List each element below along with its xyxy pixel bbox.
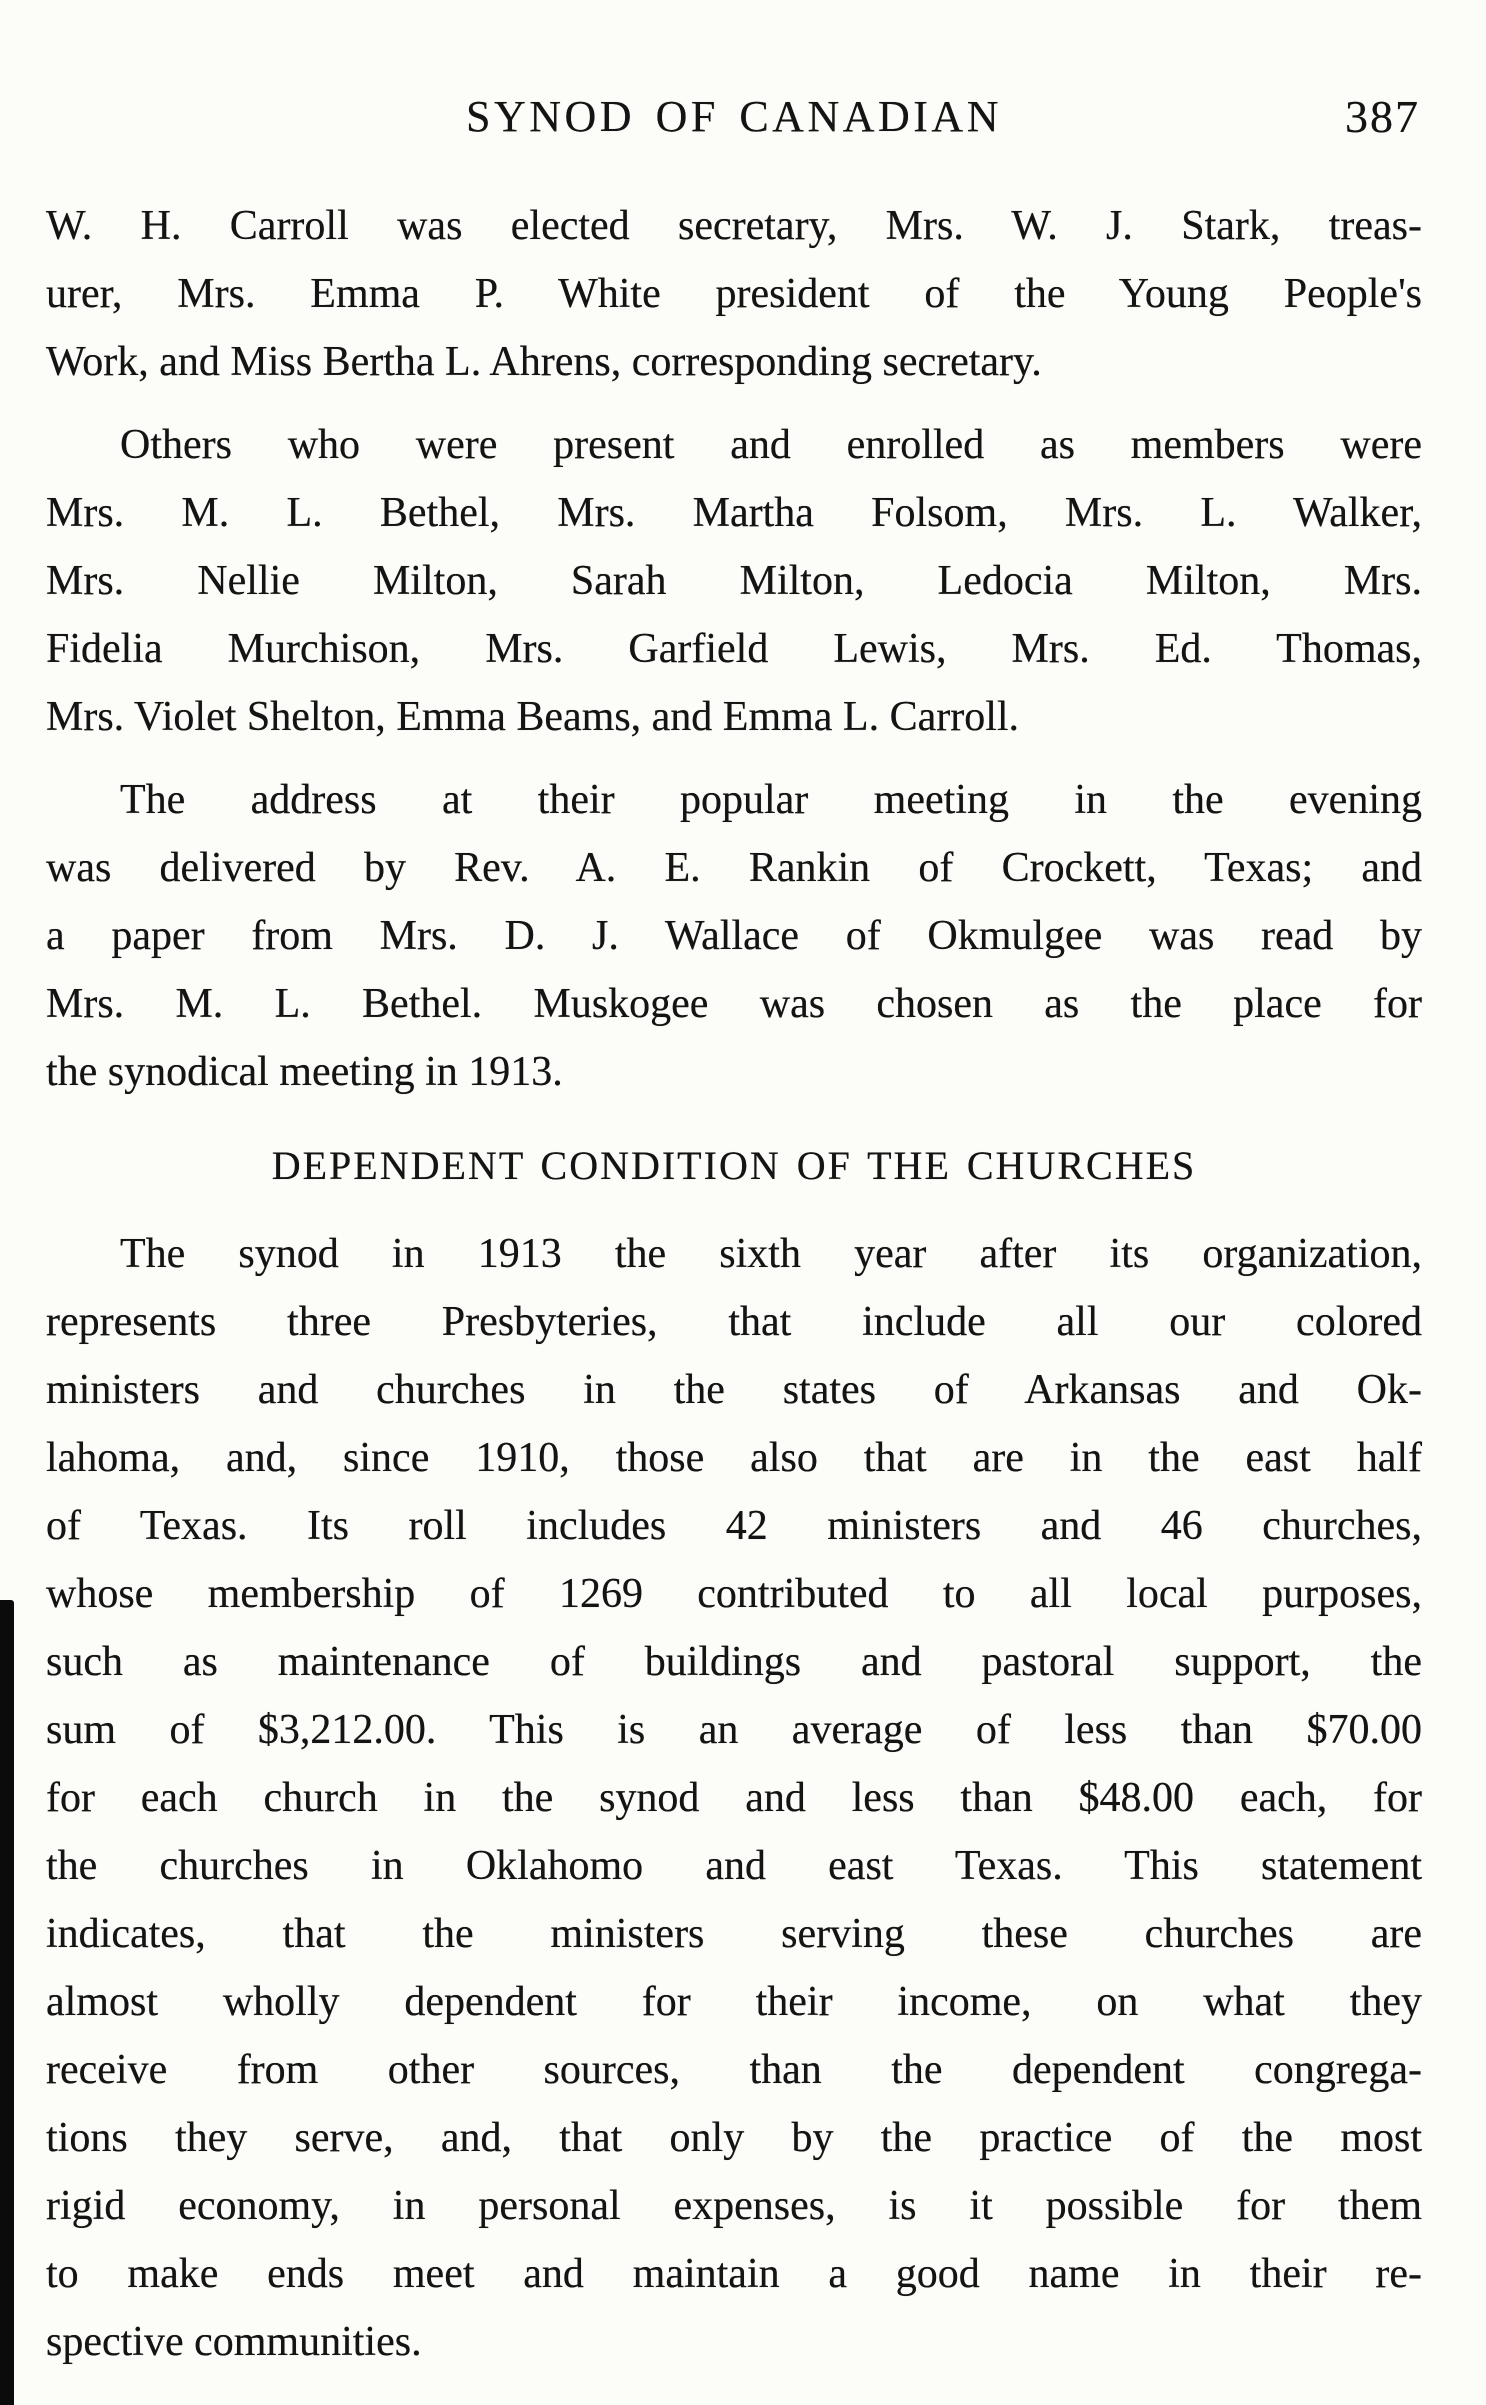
text-line: sum of $3,212.00. This is an average of less than $70.00 <box>46 1707 1422 1753</box>
text-line: such as maintenance of buildings and pastoral support, the <box>46 1639 1422 1685</box>
text-line: Work, and Miss Bertha L. Ahrens, corresponding secretary. <box>46 339 1042 385</box>
text-line: for each church in the synod and less than $48.00 each, for <box>46 1775 1422 1821</box>
text-line: tions they serve, and, that only by the practice of the most <box>46 2115 1422 2161</box>
scan-ink-bar <box>0 1600 14 2405</box>
text-line: spective communities. <box>46 2319 422 2365</box>
text-line: Mrs. M. L. Bethel, Mrs. Martha Folsom, Mrs. L. Walker, <box>46 490 1422 536</box>
text-line: receive from other sources, than the dependent congrega- <box>46 2047 1422 2093</box>
paragraph <box>46 766 1422 1106</box>
text-line: was delivered by Rev. A. E. Rankin of Crockett, Texas; and <box>46 845 1422 891</box>
text-line: Fidelia Murchison, Mrs. Garfield Lewis, Mrs. Ed. Thomas, <box>46 626 1422 672</box>
section-heading: DEPENDENT CONDITION OF THE CHURCHES <box>271 1143 1197 1188</box>
text-line: of Texas. Its roll includes 42 ministers and 46 churches, <box>46 1503 1422 1549</box>
text-line: indicates, that the ministers serving these churches are <box>46 1911 1422 1957</box>
text-line: The synod in 1913 the sixth year after its organization, <box>120 1231 1422 1277</box>
text-line: Mrs. Nellie Milton, Sarah Milton, Ledocia Milton, Mrs. <box>46 558 1422 604</box>
text-line: represents three Presbyteries, that include all our colored <box>46 1299 1422 1345</box>
text-line: Others who were present and enrolled as members were <box>120 422 1422 468</box>
page-body <box>46 192 1422 2376</box>
text-line: urer, Mrs. Emma P. White president of the Young People's <box>46 271 1422 317</box>
text-line: whose membership of 1269 contributed to all local purposes, <box>46 1571 1422 1617</box>
text-line: Mrs. M. L. Bethel. Muskogee was chosen as the place for <box>46 981 1422 1027</box>
text-line: Mrs. Violet Shelton, Emma Beams, and Emma L. Carroll. <box>46 694 1020 740</box>
text-line: almost wholly dependent for their income, on what they <box>46 1979 1422 2025</box>
paragraph <box>46 1220 1422 2376</box>
running-head-title: SYNOD OF CANADIAN <box>466 92 1002 141</box>
paragraph <box>46 411 1422 751</box>
paragraph <box>46 192 1422 396</box>
text-line: rigid economy, in personal expenses, is it possible for them <box>46 2183 1422 2229</box>
text-line: the churches in Oklahomo and east Texas. This statement <box>46 1843 1422 1889</box>
text-line: W. H. Carroll was elected secretary, Mrs. W. J. Stark, treas- <box>46 203 1422 249</box>
text-line: The address at their popular meeting in the evening <box>120 777 1422 823</box>
text-line: ministers and churches in the states of Arkansas and Ok- <box>46 1367 1422 1413</box>
text-line: to make ends meet and maintain a good name in their re- <box>46 2251 1422 2297</box>
page-header <box>46 88 1422 146</box>
page-number: 387 <box>1345 91 1420 142</box>
text-line: a paper from Mrs. D. J. Wallace of Okmulgee was read by <box>46 913 1422 959</box>
text-line: lahoma, and, since 1910, those also that are in the east half <box>46 1435 1422 1481</box>
text-line: the synodical meeting in 1913. <box>46 1049 563 1095</box>
